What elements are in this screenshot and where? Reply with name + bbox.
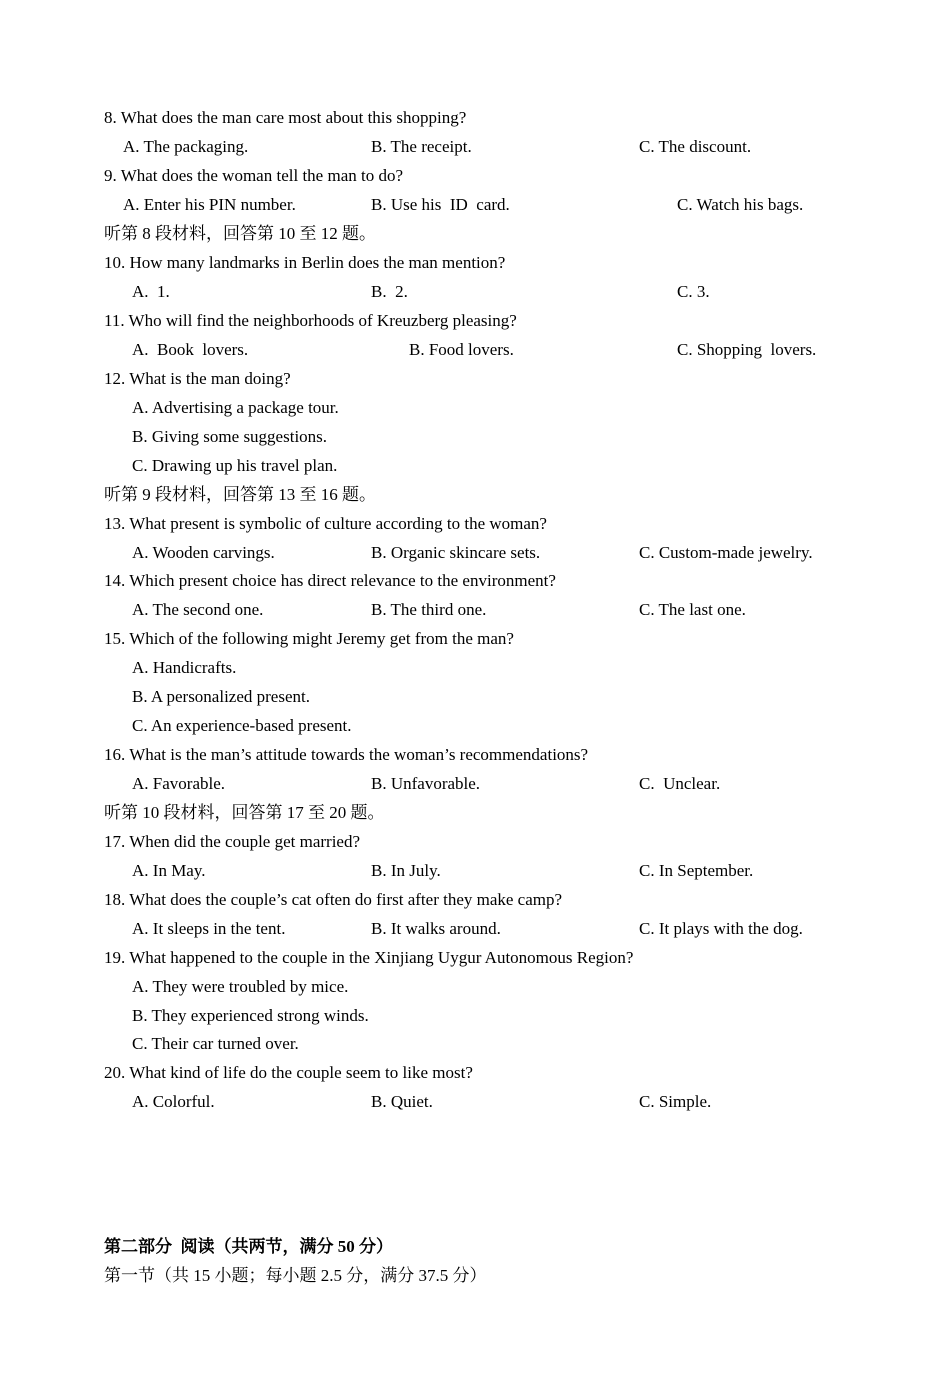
q8-option-c: C. The discount.	[639, 137, 752, 156]
q18-option-a: A. It sleeps in the tent.	[132, 919, 286, 938]
q9-option-b: B. Use his ID card.	[371, 195, 510, 214]
q19-option-c: C. Their car turned over.	[132, 1034, 299, 1053]
question-19: 19. What happened to the couple in the Xinjiang Uygur Autonomous Region?	[104, 948, 634, 967]
q14-option-c: C. The last one.	[639, 600, 746, 619]
question-14: 14. Which present choice has direct relevance to the environment?	[104, 571, 556, 590]
question-20: 20. What kind of life do the couple seem to like most?	[104, 1063, 473, 1082]
q13-option-a: A. Wooden carvings.	[132, 543, 275, 562]
question-15: 15. Which of the following might Jeremy get from the man?	[104, 629, 514, 648]
q20-option-b: B. Quiet.	[371, 1092, 433, 1111]
q18-option-b: B. It walks around.	[371, 919, 501, 938]
q15-option-c: C. An experience-based present.	[132, 716, 352, 735]
q15-option-a: A. Handicrafts.	[132, 658, 237, 677]
question-18: 18. What does the couple’s cat often do first after they make camp?	[104, 890, 563, 909]
q12-option-a: A. Advertising a package tour.	[132, 398, 339, 417]
q8-option-b: B. The receipt.	[371, 137, 472, 156]
q17-option-c: C. In September.	[639, 861, 754, 880]
q19-option-b: B. They experienced strong winds.	[132, 1006, 369, 1025]
question-10: 10. How many landmarks in Berlin does the man mention?	[104, 253, 506, 272]
section-9-instruction: 听第 9 段材料，回答第 13 至 16 题。	[104, 485, 376, 504]
q10-option-c: C. 3.	[677, 282, 710, 301]
q17-option-b: B. In July.	[371, 861, 441, 880]
q19-option-a: A. They were troubled by mice.	[132, 977, 349, 996]
q20-option-c: C. Simple.	[639, 1092, 712, 1111]
q10-option-a: A. 1.	[132, 282, 170, 301]
q20-option-a: A. Colorful.	[132, 1092, 215, 1111]
q14-option-b: B. The third one.	[371, 600, 487, 619]
question-9: 9. What does the woman tell the man to do?	[104, 166, 404, 185]
q10-option-b: B. 2.	[371, 282, 408, 301]
part-2-heading: 第二部分 阅读（共两节，满分 50 分）	[104, 1237, 393, 1256]
section-10-instruction: 听第 10 段材料，回答第 17 至 20 题。	[104, 803, 385, 822]
q9-option-a: A. Enter his PIN number.	[123, 195, 296, 214]
q11-option-a: A. Book lovers.	[132, 340, 249, 359]
q17-option-a: A. In May.	[132, 861, 206, 880]
q9-option-c: C. Watch his bags.	[677, 195, 804, 214]
section-8-instruction: 听第 8 段材料，回答第 10 至 12 题。	[104, 224, 376, 243]
q15-option-b: B. A personalized present.	[132, 687, 310, 706]
q18-option-c: C. It plays with the dog.	[639, 919, 803, 938]
q13-option-b: B. Organic skincare sets.	[371, 543, 541, 562]
question-8: 8. What does the man care most about this shopping?	[104, 108, 467, 127]
question-17: 17. When did the couple get married?	[104, 832, 361, 851]
q12-option-b: B. Giving some suggestions.	[132, 427, 328, 446]
q11-option-c: C. Shopping lovers.	[677, 340, 817, 359]
q12-option-c: C. Drawing up his travel plan.	[132, 456, 338, 475]
q8-option-a: A. The packaging.	[123, 137, 249, 156]
question-12: 12. What is the man doing?	[104, 369, 291, 388]
q13-option-c: C. Custom-made jewelry.	[639, 543, 813, 562]
q11-option-b: B. Food lovers.	[409, 340, 514, 359]
q16-option-b: B. Unfavorable.	[371, 774, 481, 793]
question-13: 13. What present is symbolic of culture according to the woman?	[104, 514, 547, 533]
q14-option-a: A. The second one.	[132, 600, 264, 619]
q16-option-a: A. Favorable.	[132, 774, 226, 793]
q16-option-c: C. Unclear.	[639, 774, 721, 793]
question-11: 11. Who will find the neighborhoods of Kreuzberg pleasing?	[104, 311, 517, 330]
question-16: 16. What is the man’s attitude towards the woman’s recommendations?	[104, 745, 589, 764]
part-2-section-1-instruction: 第一节（共 15 小题；每小题 2.5 分，满分 37.5 分）	[104, 1266, 487, 1285]
